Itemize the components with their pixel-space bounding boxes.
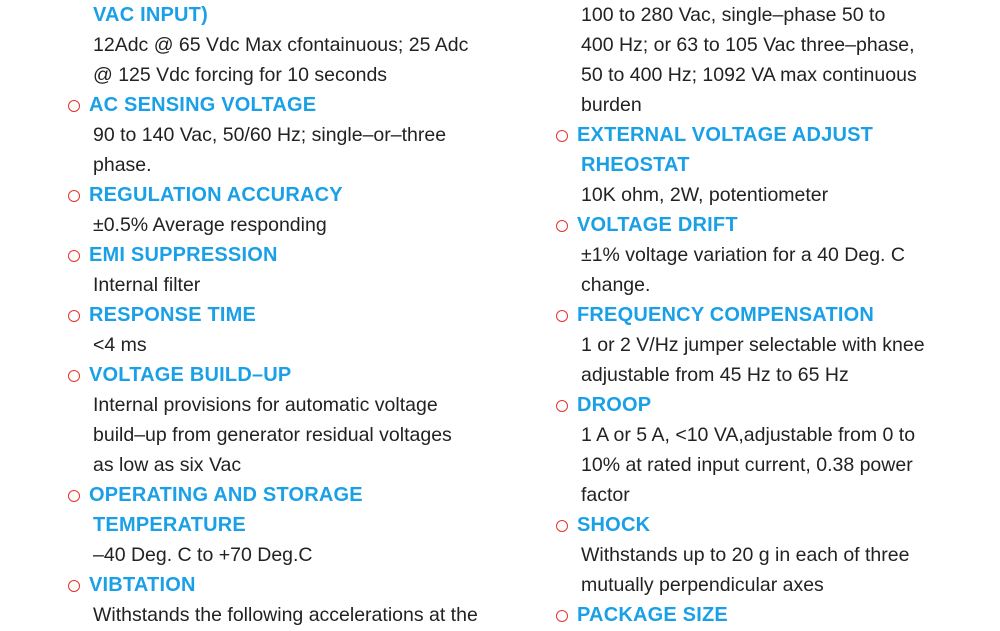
spec-value: phase. — [93, 154, 152, 176]
spec-text — [556, 330, 996, 360]
spec-value: 100 to 280 Vac, single–phase 50 to — [581, 4, 886, 26]
spec-heading-label: EXTERNAL VOLTAGE ADJUST — [577, 124, 874, 146]
spec-heading — [68, 0, 538, 30]
spec-value: –40 Deg. C to +70 Deg.C — [93, 544, 313, 566]
spec-text — [556, 360, 996, 390]
spec-heading — [68, 510, 538, 540]
circle-bullet-icon — [68, 310, 80, 322]
spec-heading — [68, 570, 538, 600]
circle-bullet-icon — [68, 370, 80, 382]
spec-heading-label: EMI SUPPRESSION — [89, 244, 278, 266]
spec-value: 400 Hz; or 63 to 105 Vac three–phase, — [581, 34, 915, 56]
spec-text — [68, 600, 538, 630]
spec-heading-label: FREQUENCY COMPENSATION — [577, 304, 875, 326]
spec-value: Withstands up to 20 g in each of three — [581, 544, 910, 566]
spec-text — [556, 90, 996, 120]
circle-bullet-icon — [556, 520, 568, 532]
spec-text — [68, 150, 538, 180]
spec-heading — [68, 180, 538, 210]
spec-text — [68, 390, 538, 420]
circle-bullet-icon — [68, 100, 80, 112]
spec-value: Internal provisions for automatic voltage — [93, 394, 438, 416]
left-spec-column — [68, 0, 538, 630]
spec-heading-label: RESPONSE TIME — [89, 304, 257, 326]
spec-value: mutually perpendicular axes — [581, 574, 824, 596]
spec-text — [68, 210, 538, 240]
spec-heading-label: VAC INPUT) — [93, 4, 208, 26]
spec-heading-label: AC SENSING VOLTAGE — [89, 94, 317, 116]
spec-heading — [556, 210, 996, 240]
spec-value: 10% at rated input current, 0.38 power — [581, 454, 913, 476]
spec-heading-label: TEMPERATURE — [93, 514, 246, 536]
spec-text — [68, 330, 538, 360]
spec-value: 90 to 140 Vac, 50/60 Hz; single–or–three — [93, 124, 447, 146]
spec-value: 12Adc @ 65 Vdc Max cfontainuous; 25 Adc — [93, 34, 469, 56]
spec-text — [68, 420, 538, 450]
circle-bullet-icon — [556, 220, 568, 232]
spec-heading-label: REGULATION ACCURACY — [89, 184, 343, 206]
circle-bullet-icon — [556, 310, 568, 322]
spec-text — [556, 30, 996, 60]
spec-heading — [68, 360, 538, 390]
spec-value: burden — [581, 94, 642, 116]
spec-heading-label: RHEOSTAT — [581, 154, 690, 176]
spec-text — [68, 30, 538, 60]
spec-heading — [68, 480, 538, 510]
spec-heading — [556, 120, 996, 150]
spec-heading-label: VOLTAGE BUILD–UP — [89, 364, 292, 386]
spec-heading — [556, 510, 996, 540]
spec-text — [556, 540, 996, 570]
circle-bullet-icon — [556, 610, 568, 622]
spec-text — [68, 60, 538, 90]
circle-bullet-icon — [68, 580, 80, 592]
spec-text — [556, 450, 996, 480]
spec-text — [68, 450, 538, 480]
spec-text — [556, 180, 996, 210]
circle-bullet-icon — [68, 190, 80, 202]
spec-heading — [68, 300, 538, 330]
spec-value: 10K ohm, 2W, potentiometer — [581, 184, 829, 206]
spec-value: ±0.5% Average responding — [93, 214, 327, 236]
spec-text — [556, 480, 996, 510]
spec-text — [556, 570, 996, 600]
spec-text — [556, 270, 996, 300]
spec-heading — [68, 240, 538, 270]
spec-value: @ 125 Vdc forcing for 10 seconds — [93, 64, 388, 86]
spec-heading-label: VOLTAGE DRIFT — [577, 214, 738, 236]
spec-heading — [556, 300, 996, 330]
spec-value: Withstands the following accelerations at the — [93, 604, 478, 626]
spec-value: adjustable from 45 Hz to 65 Hz — [581, 364, 849, 386]
spec-value: Internal filter — [93, 274, 201, 296]
spec-value: change. — [581, 274, 651, 296]
spec-text — [68, 540, 538, 570]
spec-heading-label: PACKAGE SIZE — [577, 604, 728, 626]
spec-heading-label: OPERATING AND STORAGE — [89, 484, 363, 506]
spec-heading-label: SHOCK — [577, 514, 651, 536]
spec-heading — [68, 90, 538, 120]
right-spec-column — [556, 0, 996, 630]
spec-text — [68, 270, 538, 300]
spec-value: ±1% voltage variation for a 40 Deg. C — [581, 244, 905, 266]
circle-bullet-icon — [68, 250, 80, 262]
spec-value: 1 or 2 V/Hz jumper selectable with knee — [581, 334, 925, 356]
spec-heading-label: VIBTATION — [89, 574, 196, 596]
spec-heading — [556, 390, 996, 420]
spec-text — [556, 60, 996, 90]
spec-value: factor — [581, 484, 630, 506]
spec-value: 1 A or 5 A, <10 VA,adjustable from 0 to — [581, 424, 916, 446]
circle-bullet-icon — [556, 400, 568, 412]
spec-value: build–up from generator residual voltages — [93, 424, 452, 446]
spec-value: as low as six Vac — [93, 454, 242, 476]
circle-bullet-icon — [68, 490, 80, 502]
spec-text — [556, 240, 996, 270]
spec-text — [556, 420, 996, 450]
spec-text — [68, 120, 538, 150]
spec-value: 50 to 400 Hz; 1092 VA max continuous — [581, 64, 917, 86]
spec-heading-label: DROOP — [577, 394, 652, 416]
spec-heading — [556, 150, 996, 180]
circle-bullet-icon — [556, 130, 568, 142]
spec-text — [556, 0, 996, 30]
spec-value: <4 ms — [93, 334, 147, 356]
spec-heading — [556, 600, 996, 630]
